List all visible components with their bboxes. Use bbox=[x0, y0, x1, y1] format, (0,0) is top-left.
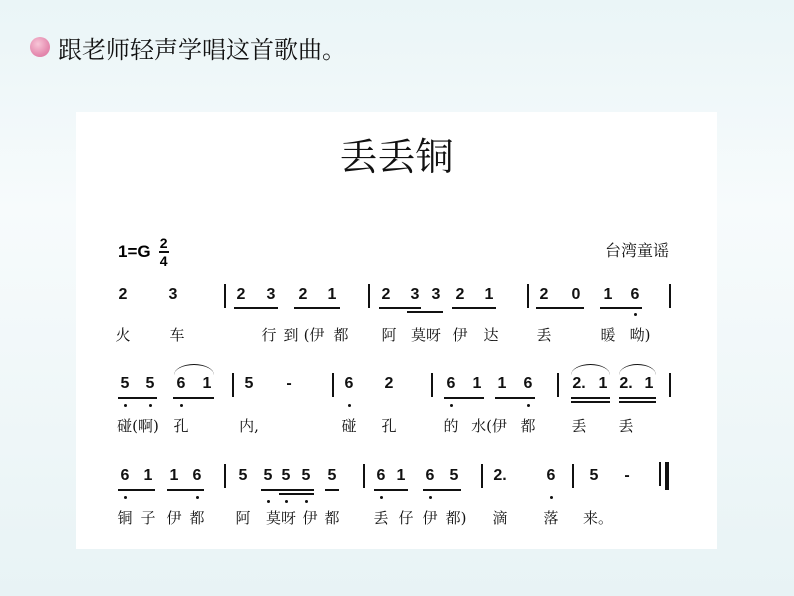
bullet-circle-icon bbox=[30, 37, 50, 57]
lyric: 孔 bbox=[381, 417, 397, 435]
lyric: 呦) bbox=[629, 326, 651, 344]
note: 6 bbox=[630, 286, 640, 303]
octave-dot bbox=[527, 404, 530, 407]
note: 2. bbox=[493, 467, 507, 484]
lyric: 落 bbox=[543, 509, 559, 527]
note: 5 bbox=[327, 467, 337, 484]
underline-beam bbox=[325, 489, 339, 491]
note: 2 bbox=[118, 286, 128, 303]
underline-beam bbox=[167, 489, 204, 491]
lyric: 伊 bbox=[302, 509, 318, 527]
octave-dot bbox=[634, 313, 637, 316]
lyric: 莫呀 bbox=[265, 509, 297, 527]
bar-line bbox=[431, 373, 433, 397]
song-title: 丢丢铜 bbox=[339, 135, 454, 179]
note: 3 bbox=[431, 286, 441, 303]
octave-dot bbox=[348, 404, 351, 407]
underline-beam bbox=[619, 401, 656, 403]
bar-line bbox=[368, 284, 370, 308]
lyric: 丢 bbox=[373, 509, 389, 527]
underline-beam bbox=[571, 401, 610, 403]
underline-beam bbox=[118, 489, 155, 491]
note: 0 bbox=[571, 286, 581, 303]
note: 2 bbox=[298, 286, 308, 303]
lyric: 碰(啊) bbox=[117, 417, 159, 435]
note: 6 bbox=[446, 375, 456, 392]
note: 5 bbox=[145, 375, 155, 392]
bar-line bbox=[224, 464, 226, 488]
note: 6 bbox=[192, 467, 202, 484]
underline-beam bbox=[279, 493, 314, 495]
final-bar-line bbox=[665, 462, 669, 490]
note: 5 bbox=[589, 467, 599, 484]
note: - bbox=[624, 467, 630, 484]
lyric: 滴 bbox=[492, 509, 508, 527]
lyric: 伊 bbox=[452, 326, 468, 344]
note: 1 bbox=[472, 375, 482, 392]
lyric: 都 bbox=[189, 509, 205, 527]
lyric: 阿 bbox=[235, 509, 251, 527]
note: 6 bbox=[425, 467, 435, 484]
song-credit: 台湾童谣 bbox=[604, 241, 669, 260]
lyric: 都 bbox=[520, 417, 536, 435]
underline-beam bbox=[571, 397, 610, 399]
underline-beam bbox=[423, 489, 461, 491]
note: 2. bbox=[572, 375, 586, 392]
lyric: 伊 bbox=[166, 509, 182, 527]
lyric: 阿 bbox=[381, 326, 397, 344]
underline-beam bbox=[407, 311, 443, 313]
underline-beam bbox=[118, 397, 157, 399]
octave-dot bbox=[450, 404, 453, 407]
underline-beam bbox=[452, 307, 496, 309]
bar-line bbox=[669, 373, 671, 397]
underline-beam bbox=[294, 307, 340, 309]
note: 1 bbox=[396, 467, 406, 484]
lyric: 铜 bbox=[117, 509, 133, 527]
underline-beam bbox=[173, 397, 214, 399]
note: 5 bbox=[120, 375, 130, 392]
note: 5 bbox=[449, 467, 459, 484]
lyric: (伊 bbox=[303, 326, 325, 344]
lyric: 内, bbox=[239, 417, 259, 435]
underline-beam bbox=[234, 307, 278, 309]
lyric: 的 bbox=[443, 417, 459, 435]
octave-dot bbox=[550, 496, 553, 499]
octave-dot bbox=[380, 496, 383, 499]
note: 2 bbox=[455, 286, 465, 303]
note: 1 bbox=[603, 286, 613, 303]
underline-beam bbox=[619, 397, 656, 399]
lyric: 都 bbox=[333, 326, 349, 344]
bar-line bbox=[557, 373, 559, 397]
bar-line bbox=[481, 464, 483, 488]
lyric: 碰 bbox=[341, 417, 357, 435]
slur-arc bbox=[174, 364, 214, 375]
octave-dot bbox=[180, 404, 183, 407]
note: 2. bbox=[619, 375, 633, 392]
slur-arc bbox=[571, 364, 610, 375]
octave-dot bbox=[196, 496, 199, 499]
note: 6 bbox=[176, 375, 186, 392]
lyric: 达 bbox=[483, 326, 499, 344]
note: 3 bbox=[168, 286, 178, 303]
underline-beam bbox=[536, 307, 584, 309]
note: 2 bbox=[236, 286, 246, 303]
instruction bbox=[30, 30, 346, 64]
lyric: 伊 bbox=[422, 509, 438, 527]
note: 1 bbox=[327, 286, 337, 303]
bar-line bbox=[332, 373, 334, 397]
note: - bbox=[286, 375, 292, 392]
lyric: 都 bbox=[324, 509, 340, 527]
lyric: 车 bbox=[169, 326, 185, 344]
note: 2 bbox=[381, 286, 391, 303]
lyric: 都) bbox=[445, 509, 467, 527]
time-top: 2 bbox=[159, 235, 168, 251]
slur-arc bbox=[619, 364, 656, 375]
note: 1 bbox=[598, 375, 608, 392]
underline-beam bbox=[495, 397, 535, 399]
underline-beam bbox=[600, 307, 642, 309]
underline-beam bbox=[379, 307, 421, 309]
staff bbox=[76, 112, 717, 549]
note: 1 bbox=[169, 467, 179, 484]
bar-line bbox=[659, 462, 661, 486]
lyric: 丢 bbox=[618, 417, 634, 435]
time-bottom: 4 bbox=[159, 252, 168, 269]
key-label: 1=G bbox=[118, 241, 151, 261]
octave-dot bbox=[305, 500, 308, 503]
bar-line bbox=[527, 284, 529, 308]
lyric: 莫呀 bbox=[410, 326, 442, 344]
lyric: 水(伊 bbox=[471, 417, 507, 435]
octave-dot bbox=[267, 500, 270, 503]
lyric: 丢 bbox=[571, 417, 587, 435]
lyric: 来。 bbox=[582, 509, 614, 527]
note: 1 bbox=[497, 375, 507, 392]
note: 3 bbox=[266, 286, 276, 303]
bar-line bbox=[669, 284, 671, 308]
bar-line bbox=[572, 464, 574, 488]
bar-line bbox=[363, 464, 365, 488]
octave-dot bbox=[429, 496, 432, 499]
octave-dot bbox=[285, 500, 288, 503]
instruction-text: 跟老师轻声学唱这首歌曲。 bbox=[58, 35, 346, 64]
note: 2 bbox=[539, 286, 549, 303]
lyric: 仔 bbox=[398, 509, 414, 527]
octave-dot bbox=[124, 404, 127, 407]
octave-dot bbox=[124, 496, 127, 499]
note: 1 bbox=[484, 286, 494, 303]
lyric: 到 bbox=[283, 326, 299, 344]
note: 1 bbox=[644, 375, 654, 392]
note: 6 bbox=[120, 467, 130, 484]
note: 5 bbox=[263, 467, 273, 484]
note: 1 bbox=[143, 467, 153, 484]
note: 5 bbox=[281, 467, 291, 484]
music-score bbox=[76, 112, 717, 549]
note: 1 bbox=[202, 375, 212, 392]
note: 6 bbox=[523, 375, 533, 392]
note: 5 bbox=[244, 375, 254, 392]
bar-line bbox=[224, 284, 226, 308]
underline-beam bbox=[374, 489, 408, 491]
lyric: 子 bbox=[140, 509, 156, 527]
note: 6 bbox=[546, 467, 556, 484]
octave-dot bbox=[149, 404, 152, 407]
note: 6 bbox=[376, 467, 386, 484]
note: 2 bbox=[384, 375, 394, 392]
underline-beam bbox=[444, 397, 484, 399]
lyric: 孔 bbox=[173, 417, 189, 435]
bar-line bbox=[232, 373, 234, 397]
lyric: 丢 bbox=[536, 326, 552, 344]
underline-beam bbox=[261, 489, 314, 491]
lyric: 行 bbox=[261, 326, 277, 344]
lyric: 火 bbox=[115, 326, 131, 344]
note: 3 bbox=[410, 286, 420, 303]
note: 6 bbox=[344, 375, 354, 392]
note: 5 bbox=[238, 467, 248, 484]
lyric: 暖 bbox=[600, 326, 616, 344]
note: 5 bbox=[301, 467, 311, 484]
